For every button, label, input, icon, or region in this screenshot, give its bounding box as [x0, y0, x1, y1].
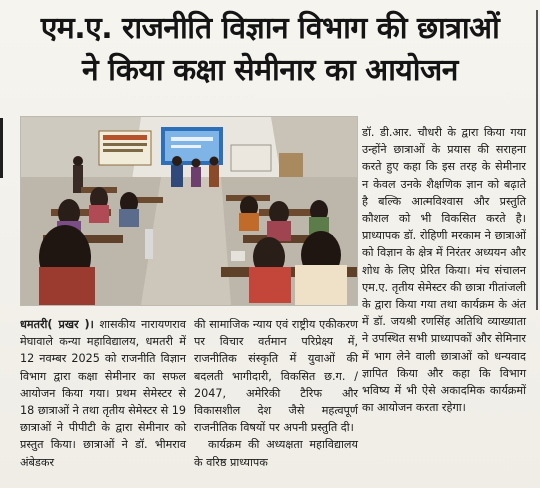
headline [6, 8, 534, 92]
dateline: धमतरी( प्रखर )। [20, 318, 94, 331]
article-column-2 [194, 316, 358, 471]
classroom-seminar-photo-icon [21, 117, 357, 305]
article-column-1 [20, 316, 186, 471]
column-2-text-b: कार्यक्रम की अध्यक्षता महाविद्यालय के वरिष्ठ प्राध्यापक [194, 438, 358, 469]
article-column-right [362, 124, 526, 416]
seminar-photo [20, 116, 358, 306]
column-2-text: की सामाजिक न्याय एवं राष्ट्रीय एकीकरण पर विचार वर्तमान परिप्रेक्ष्य में, राजनीतिक संस्कृति में युवाओं की बदलती भागीदारी, विकसित छ.ग. / 2047, अमेरिकी टैरिफ और विकासशील देश जैसे महत्वपूर्ण राजनीतिक विषयों पर अपनी प्रस्तुति दी। [194, 318, 358, 435]
left-edge-mark [0, 118, 3, 178]
column-1-paragraph [20, 316, 186, 471]
headline-line-2: ने किया कक्षा सेमीनार का आयोजन [82, 53, 458, 88]
right-column-text: डॉ. डी.आर. चौधरी के द्वारा किया गया उन्होंने छात्राओं के प्रयास की सराहना करते हुए कहा कि इस तरह के सेमीनार न केवल उनके शैक्षणिक ज्ञान को बढ़ाते है बल्कि आत्मविश्वास और प्रस्तुति कौशल को भी विकसित करते है। प्राध्यापक डॉ. रोहिणी मरकाम ने छात्राओं को विज्ञान के क्षेत्र में निरंतर अध्ययन और शोध के लिए प्रेरित किया। मंच संचालन एम.ए. तृतीय सेमेस्टर की छात्रा गीतांजली के द्वारा किया गया तथा कार्यक्रम के अंत में डॉ. जयश्री रणसिंह अतिथि व्याख्याता ने उपस्थित सभी प्राध्यापकों और सेमिनार में भाग लेने वाली छात्राओं को धन्यवाद ज्ञापित किया और कहा कि विभाग भविष्य में भी ऐसे अकादमिक कार्यक्रमों का आयोजन करता रहेगा। [362, 126, 526, 415]
right-edge-mark [536, 10, 538, 310]
headline-line-1: एम.ए. राजनीति विज्ञान विभाग की छात्राओं [40, 11, 500, 46]
column-1-text: शासकीय नारायणराव मेघावाले कन्या महाविद्यालय, धमतरी में 12 नवम्बर 2025 को राजनीति विज्ञान विभाग द्वारा कक्षा सेमीनार का सफल आयोजन किया गया। प्रथम सेमेस्टर से 18 छात्राओं ने तथा तृतीय सेमेस्टर से 19 छात्राओं ने पीपीटी के द्वारा सेमीनार को प्रस्तुत किया। छात्राओं ने डॉ. भीमराव अंबेडकर [20, 318, 186, 469]
